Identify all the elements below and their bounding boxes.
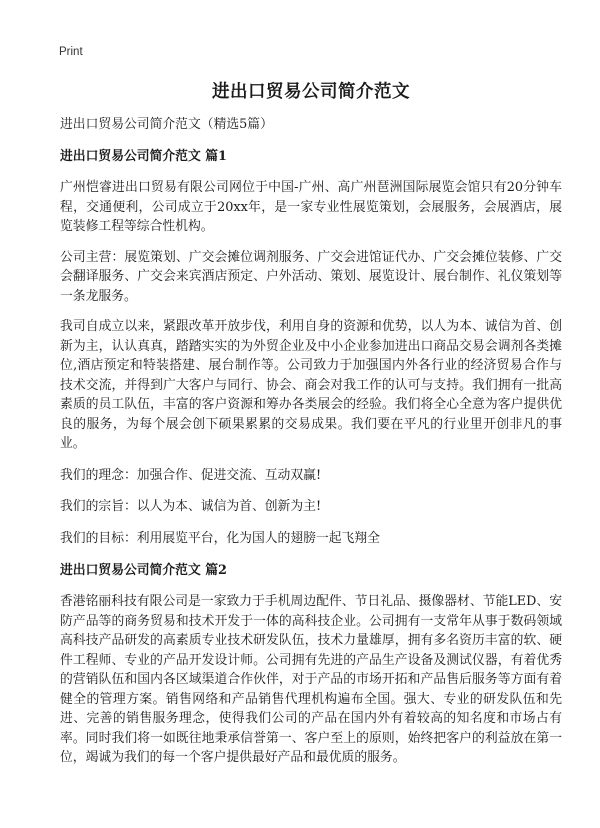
page-title: 进出口贸易公司简介范文 [212, 82, 410, 102]
paragraph: 我们的宗旨：以人为本、诚信为首、创新为主! [60, 499, 322, 514]
paragraph: 香港铭丽科技有限公司是一家致力于手机周边配件、节日礼品、摄像器材、节能LED、安防产品等的商务贸易和技术开发于一体的高科技企业。公司拥有一支常年从事于数码领域高科技产品研发的高素质专业技术研发队伍，技术力量雄厚，拥有多名资历丰富的软、硬件工程师、专业的产品开发设计师。公司拥有先进的产品生产设备及测试仪器，有着优秀的营销队伍和国内各区域渠道合作伙伴，对于产品的市场开拓和产品售后服务等方面有着健全的管理方案。销售网络和产品销售代理机构遍布全国。强大、专业的研发队伍和先进、完善的销售服务理念，使得我们公司的产品在国内外有着较高的知名度和市场占有率。同时我们将一如既往地秉承信誉第一、客户至上的原则，始终把客户的利益放在第一位，竭诚为我们的每一个客户提供最好产品和最优质的服务。 [60, 594, 562, 765]
section-heading: 进出口贸易公司简介范文 篇2 [60, 563, 227, 578]
print-link[interactable]: Print [59, 46, 83, 58]
paragraph: 我司自成立以来，紧跟改革开放步伐，利用自身的资源和优势，以人为本、诚信为首、创新为主，认认真真，踏踏实实的为外贸企业及中小企业参加进出口商品交易会调剂各类摊位,酒店预定和特装搭建、展台制作等。公司致力于加强国内外各行业的经济贸易合作与技术交流，并得到广大客户与同行、协会、商会对我工作的认可与支持。我们拥有一批高素质的员工队伍，丰富的客户资源和筹办各类展会的经验。我们将全心全意为客户提供优良的服务，为每个展会创下硕果累累的交易成果。我们要在平凡的行业里开创非凡的事业。 [60, 319, 562, 451]
paragraph: 我们的目标：利用展览平台，化为国人的翅膀一起飞翔全 [60, 530, 380, 546]
section-2 [60, 562, 562, 768]
paragraph: 公司主营：展览策划、广交会摊位调剂服务、广交会进馆证代办、广交会摊位装修、广交会翻译服务、广交会来宾酒店预定、户外活动、策划、展览设计、展台制作、礼仪策划等一条龙服务。 [60, 249, 562, 304]
page-subtitle: 进出口贸易公司简介范文（精选5篇） [60, 117, 273, 132]
paragraph: 我们的理念：加强合作、促进交流、互动双赢! [60, 467, 322, 483]
section-1 [60, 148, 562, 548]
paragraph: 广州恺睿进出口贸易有限公司网位于中国-广州、高广州琶洲国际展览会馆只有20分钟车程，交通便利，公司成立于20xx年，是一家专业性展览策划，会展服务，会展酒店，展览装修工程等综合性机构。 [60, 180, 562, 234]
section-heading: 进出口贸易公司简介范文 篇1 [60, 149, 227, 164]
